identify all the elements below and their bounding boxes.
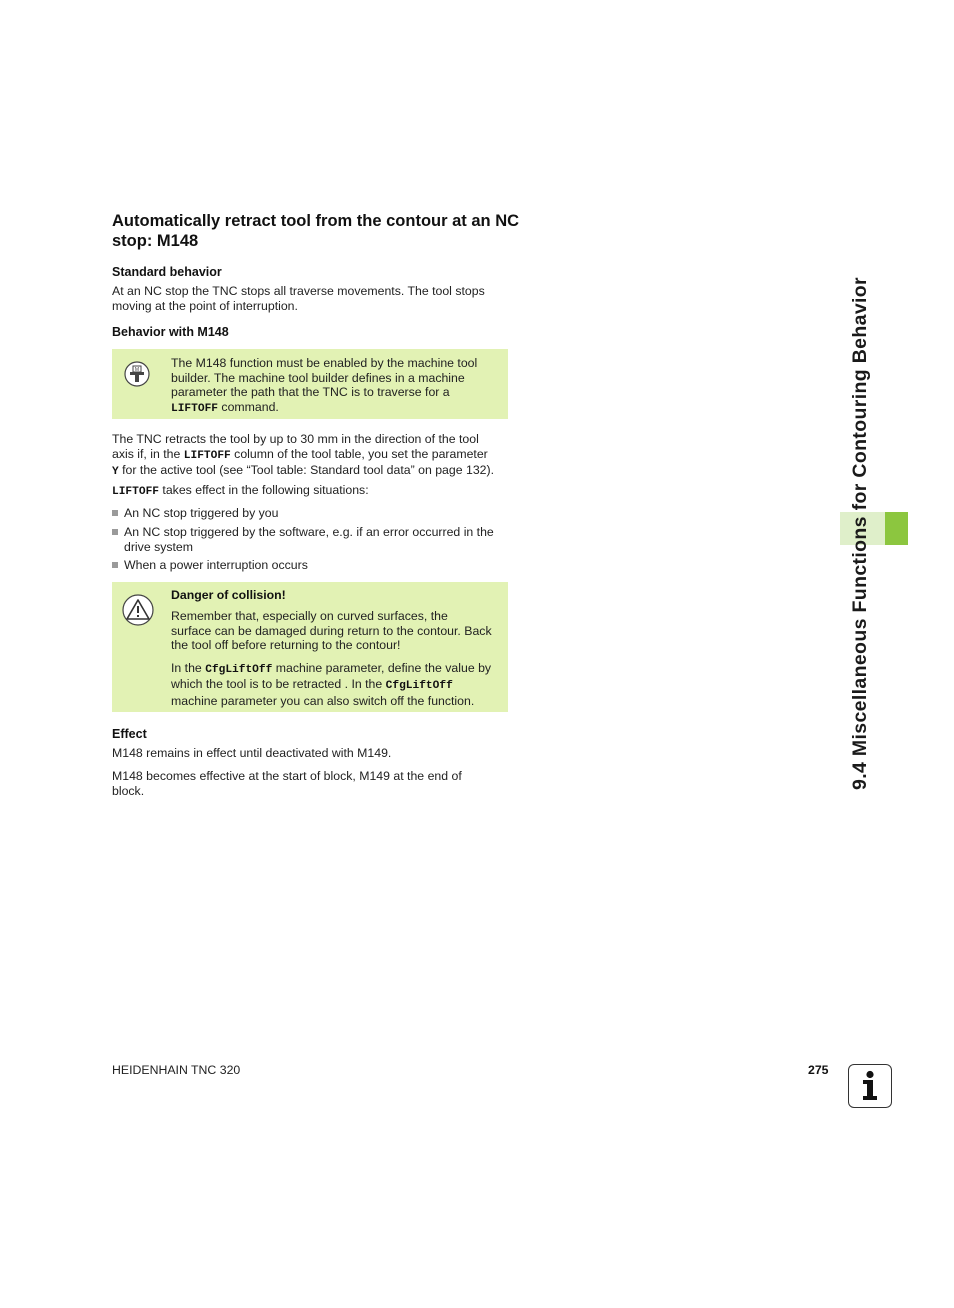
note-line-1: The M148 function must be enabled by the machine tool [171,356,478,370]
list-item-text: When a power interruption occurs [124,558,308,572]
list-item [112,525,512,555]
effect-heading: Effect [112,727,147,741]
section-title: Automatically retract tool from the contour at an NC stop: M148 [112,212,520,250]
list-item-text: An NC stop triggered by you [124,506,279,520]
danger-p1-line-3: the tool off before returning to the contour! [171,638,401,653]
cfgliftoff-code-2: CfgLiftOff [385,680,453,693]
behavior-m148-heading: Behavior with M148 [112,325,229,339]
retract-line-2b: column of the tool table, you set the parameter [230,446,488,461]
effect-paragraph-1: M148 remains in effect until deactivated with M149. [112,746,392,760]
liftoff-code: LIFTOFF [171,402,218,415]
side-chapter-heading-text: 9.4 Miscellaneous Functions for Contouring Behavior [849,277,871,790]
danger-p2-line-1 [171,661,503,678]
danger-p2-line-1a: In the [171,660,206,675]
retract-paragraph [112,432,517,480]
list-item-line-1: An NC stop triggered by the software, e.g. if an error occurred in the [124,525,494,539]
retract-line-3 [112,463,517,480]
cfgliftoff-code-1: CfgLiftOff [205,663,273,676]
retract-line-1: The TNC retracts the tool by up to 30 mm in the direction of the tool [112,432,479,446]
footer-product: HEIDENHAIN TNC 320 [112,1063,241,1077]
svg-text:M: M [134,367,140,373]
danger-p2-line-3: machine parameter you can also switch off the function. [171,693,475,708]
retract-line-2a: axis if, in the [112,446,184,461]
danger-p2-line-2a: which the tool is to be retracted . In the [171,677,386,692]
standard-behavior-heading: Standard behavior [112,265,222,279]
page-number: 275 [808,1063,829,1077]
note-line-4-rest: command. [218,399,279,414]
info-icon[interactable] [848,1064,892,1108]
danger-box [112,582,508,712]
retract-line-3-rest: for the active tool (see “Tool table: Standard tool data” on page 132). [118,463,495,478]
list-item [112,506,512,521]
danger-paragraph-2 [171,661,503,709]
y-parameter-code: Y [112,466,119,479]
machine-parameter-icon [124,361,150,387]
note-line-3: parameter the path that the TNC is to traverse for a [171,385,450,400]
list-item [112,558,512,573]
bullet-square-icon [112,562,118,568]
list-item-line-2: drive system [124,539,194,554]
note-line-4 [171,400,503,417]
danger-paragraph-1 [171,609,503,653]
note-box [112,349,508,419]
danger-p1-line-2: surface can be damaged during return to the contour. Back [171,623,492,638]
warning-triangle-icon [122,594,154,626]
retract-line-2 [112,447,517,464]
side-tab-marker [885,512,908,545]
effect-p2-line-1: M148 becomes effective at the start of block, M149 at the end of [112,769,462,783]
standard-behavior-text: At an NC stop the TNC stops all traverse movements. The tool stops moving at the point of interruption. [112,284,485,313]
effect-p2-line-2: block. [112,783,145,798]
liftoff-situations-intro [112,483,369,500]
bullet-square-icon [112,529,118,535]
danger-p1-line-1: Remember that, especially on curved surfaces, the [171,609,448,623]
bullet-square-icon [112,510,118,516]
danger-heading: Danger of collision! [171,588,286,602]
liftoff-code-2: LIFTOFF [112,486,159,498]
danger-p2-line-1b: machine parameter, define the value by [272,660,492,675]
danger-p2-line-2 [171,677,503,694]
list-item-text [124,525,512,554]
side-chapter-heading [840,210,880,790]
liftoff-intro-rest: takes effect in the following situations: [159,483,369,497]
effect-paragraph-2 [112,769,512,798]
note-line-2: builder. The machine tool builder defines in a machine [171,370,465,385]
liftoff-column-code: LIFTOFF [183,449,231,462]
